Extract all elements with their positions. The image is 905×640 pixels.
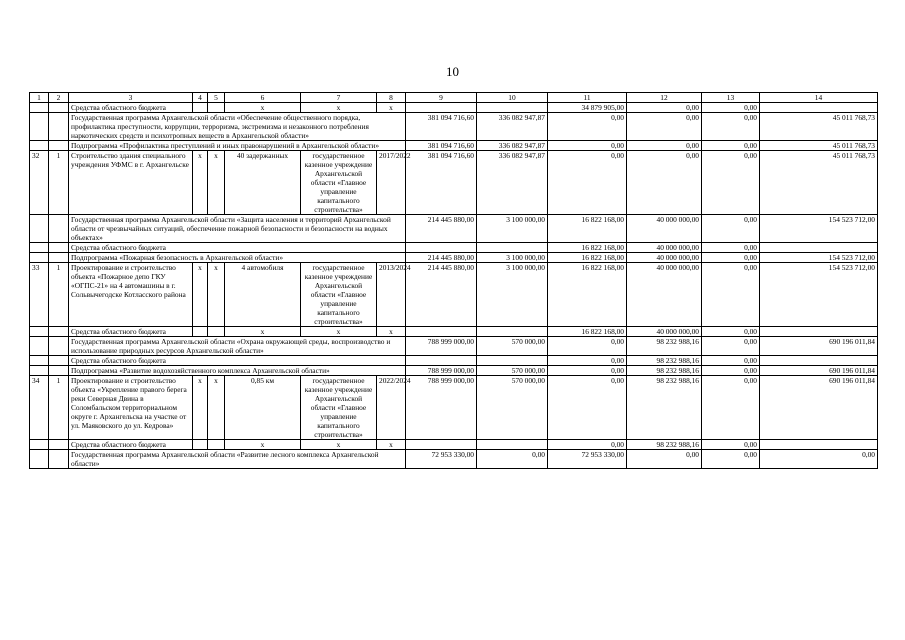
table-cell xyxy=(477,327,548,337)
table-cell: 154 523 712,00 xyxy=(760,253,878,263)
table-cell: 0,00 xyxy=(702,103,760,113)
header-cell: 2 xyxy=(49,93,69,103)
table-cell: 0,85 км xyxy=(225,376,301,440)
table-cell: 570 000,00 xyxy=(477,376,548,440)
program-row xyxy=(30,113,878,141)
program-row xyxy=(30,215,878,243)
table-cell: x xyxy=(193,151,208,215)
table-cell: 788 999 000,00 xyxy=(406,376,477,440)
header-cell: 11 xyxy=(548,93,627,103)
table-cell: 336 082 947,87 xyxy=(477,113,548,141)
table-cell: 0,00 xyxy=(760,450,878,469)
table-cell: Подпрограмма «Пожарная безопасность в Архангельской области» xyxy=(69,253,406,263)
table-cell xyxy=(193,440,208,450)
table-cell: 570 000,00 xyxy=(477,366,548,376)
header-cell: 7 xyxy=(301,93,377,103)
table-cell: 690 196 011,84 xyxy=(760,337,878,356)
table-cell: 2017/2022 xyxy=(377,151,406,215)
table-cell xyxy=(760,356,878,366)
table-cell: Средства областного бюджета xyxy=(69,327,193,337)
table-cell: 40 000 000,00 xyxy=(627,243,702,253)
table-cell: 0,00 xyxy=(702,253,760,263)
table-cell xyxy=(30,327,49,337)
table-cell: 0,00 xyxy=(702,327,760,337)
table-cell: Подпрограмма «Развитие водохозяйственного комплекса Архангельской области» xyxy=(69,366,406,376)
table-cell xyxy=(30,141,49,151)
table-cell: 0,00 xyxy=(627,450,702,469)
program-row xyxy=(30,243,878,253)
table-cell: 1 xyxy=(49,263,69,327)
table-cell: 4 автомобиля xyxy=(225,263,301,327)
table-cell xyxy=(406,103,477,113)
program-row xyxy=(30,337,878,356)
table-cell: 3 100 000,00 xyxy=(477,253,548,263)
table-cell xyxy=(760,327,878,337)
table-cell: 0,00 xyxy=(627,141,702,151)
table-cell: 33 xyxy=(30,263,49,327)
table-cell xyxy=(49,103,69,113)
table-cell: Проектирование и строительство объекта «Укрепление правого берега реки Северная Двина в Соломбальском территориальном округе г. Архангельска на участке от ул. Маяковского до ул. Кедрова» xyxy=(69,376,193,440)
header-cell: 12 xyxy=(627,93,702,103)
table-cell xyxy=(49,366,69,376)
table-cell xyxy=(193,327,208,337)
table-cell: 214 445 880,00 xyxy=(406,253,477,263)
table-cell: 1 xyxy=(49,151,69,215)
table-cell: 0,00 xyxy=(702,151,760,215)
table-cell: Подпрограмма «Профилактика преступлений и иных правонарушений в Архангельской области» xyxy=(69,141,406,151)
table-cell xyxy=(49,327,69,337)
table-cell: 40 задержанных xyxy=(225,151,301,215)
table-cell: Государственная программа Архангельской области «Охрана окружающей среды, воспроизводство и использование природных ресурсов Архангельской области» xyxy=(69,337,406,356)
program-row xyxy=(30,253,878,263)
budget-row xyxy=(30,440,878,450)
table-cell: 0,00 xyxy=(548,141,627,151)
object-row xyxy=(30,376,878,440)
table-cell: 214 445 880,00 xyxy=(406,215,477,243)
table-cell: 154 523 712,00 xyxy=(760,215,878,243)
table-cell: Средства областного бюджета xyxy=(69,103,193,113)
table-cell: Средства областного бюджета xyxy=(69,440,193,450)
table-cell: 0,00 xyxy=(702,215,760,243)
table-cell: 3 100 000,00 xyxy=(477,263,548,327)
object-row xyxy=(30,263,878,327)
table-cell xyxy=(30,113,49,141)
table-cell xyxy=(49,243,69,253)
table-cell xyxy=(49,253,69,263)
table-cell: 336 082 947,87 xyxy=(477,141,548,151)
header-cell: 5 xyxy=(208,93,225,103)
table-cell xyxy=(30,215,49,243)
table-cell: 0,00 xyxy=(548,151,627,215)
header-cell: 8 xyxy=(377,93,406,103)
header-row xyxy=(30,93,878,103)
table-cell: 381 094 716,60 xyxy=(406,113,477,141)
table-cell: 16 822 168,00 xyxy=(548,243,627,253)
table-cell: 45 011 768,73 xyxy=(760,151,878,215)
table-cell: 0,00 xyxy=(548,113,627,141)
table-cell xyxy=(208,103,225,113)
table-cell: 1 xyxy=(49,376,69,440)
table-cell: Строительство здания специального учреждения УФМС в г. Архангельске xyxy=(69,151,193,215)
header-cell: 6 xyxy=(225,93,301,103)
table-cell: 0,00 xyxy=(548,337,627,356)
table-cell xyxy=(49,113,69,141)
table-cell xyxy=(477,103,548,113)
table-cell: 40 000 000,00 xyxy=(627,215,702,243)
budget-row xyxy=(30,103,878,113)
table-cell: 98 232 988,16 xyxy=(627,440,702,450)
table-cell xyxy=(208,327,225,337)
table-cell: 34 879 905,00 xyxy=(548,103,627,113)
header-cell: 3 xyxy=(69,93,193,103)
table-cell: x xyxy=(301,440,377,450)
table-cell: 98 232 988,16 xyxy=(627,356,702,366)
header-cell: 10 xyxy=(477,93,548,103)
table-cell: 0,00 xyxy=(548,440,627,450)
investment-table xyxy=(29,92,878,469)
table-cell: 34 xyxy=(30,376,49,440)
table-cell: 98 232 988,16 xyxy=(627,366,702,376)
header-cell: 4 xyxy=(193,93,208,103)
table-cell: 0,00 xyxy=(702,113,760,141)
table-cell: 788 999 000,00 xyxy=(406,337,477,356)
table-cell xyxy=(30,103,49,113)
table-cell xyxy=(406,440,477,450)
table-cell: 40 000 000,00 xyxy=(627,327,702,337)
table-cell xyxy=(760,440,878,450)
table-cell xyxy=(193,103,208,113)
table-cell: 16 822 168,00 xyxy=(548,215,627,243)
table-cell: x xyxy=(193,376,208,440)
header-cell: 14 xyxy=(760,93,878,103)
table-cell: 72 953 330,00 xyxy=(406,450,477,469)
table-cell xyxy=(406,327,477,337)
table-cell: 381 094 716,60 xyxy=(406,141,477,151)
table-cell: x xyxy=(377,440,406,450)
table-cell: 40 000 000,00 xyxy=(627,253,702,263)
table-cell: 570 000,00 xyxy=(477,337,548,356)
table-cell: 0,00 xyxy=(702,356,760,366)
table-cell: 0,00 xyxy=(627,103,702,113)
table-cell: 3 100 000,00 xyxy=(477,215,548,243)
program-row xyxy=(30,141,878,151)
table-cell: 214 445 880,00 xyxy=(406,263,477,327)
table-cell xyxy=(30,440,49,450)
table-cell xyxy=(406,243,477,253)
table-cell xyxy=(30,450,49,469)
table-cell: государственное казенное учреждение Архангельской области «Главное управление капитального строительства» xyxy=(301,151,377,215)
table-cell xyxy=(49,450,69,469)
table-cell: Средства областного бюджета xyxy=(69,243,406,253)
table-cell: x xyxy=(301,327,377,337)
table-cell: x xyxy=(301,103,377,113)
table-cell: 98 232 988,16 xyxy=(627,337,702,356)
table-cell: 45 011 768,73 xyxy=(760,113,878,141)
table-cell: 32 xyxy=(30,151,49,215)
table-cell: 154 523 712,00 xyxy=(760,263,878,327)
table-cell xyxy=(30,356,49,366)
table-cell: 2013/2024 xyxy=(377,263,406,327)
table-cell: x xyxy=(208,263,225,327)
table-cell: x xyxy=(193,263,208,327)
table-cell: x xyxy=(225,103,301,113)
table-cell xyxy=(477,356,548,366)
table-cell xyxy=(49,215,69,243)
table-cell: x xyxy=(208,376,225,440)
table-cell: 0,00 xyxy=(702,141,760,151)
table-cell xyxy=(30,243,49,253)
header-cell: 9 xyxy=(406,93,477,103)
table-cell xyxy=(49,141,69,151)
table-cell: Проектирование и строительство объекта «Пожарное депо ГКУ «ОГПС-21» на 4 автомашины в г. Сольвычегодске Котласского района xyxy=(69,263,193,327)
object-row xyxy=(30,151,878,215)
table-cell: 0,00 xyxy=(548,356,627,366)
table-cell xyxy=(477,440,548,450)
table-body xyxy=(30,93,878,469)
table-cell: Государственная программа Архангельской области «Развитие лесного комплекса Архангельской области» xyxy=(69,450,406,469)
table-cell: Государственная программа Архангельской области «Обеспечение общественного порядка, профилактика преступности, коррупции, терроризма, экстремизма и незаконного потребления наркотических средств и психотропных веществ в Архангельской области» xyxy=(69,113,406,141)
table-cell: 788 999 000,00 xyxy=(406,366,477,376)
table-cell: 0,00 xyxy=(627,113,702,141)
table-cell: 690 196 011,84 xyxy=(760,366,878,376)
table-cell: x xyxy=(377,327,406,337)
table-cell: 2022/2024 xyxy=(377,376,406,440)
table-cell: 40 000 000,00 xyxy=(627,263,702,327)
table-cell: 72 953 330,00 xyxy=(548,450,627,469)
table-cell: 0,00 xyxy=(548,366,627,376)
table-cell: 16 822 168,00 xyxy=(548,253,627,263)
table-cell xyxy=(208,440,225,450)
table-cell xyxy=(760,243,878,253)
table-cell: 0,00 xyxy=(627,151,702,215)
table-cell: x xyxy=(377,103,406,113)
table-cell: 0,00 xyxy=(702,263,760,327)
table-cell: x xyxy=(225,440,301,450)
table-cell: x xyxy=(225,327,301,337)
budget-row xyxy=(30,327,878,337)
program-row xyxy=(30,450,878,469)
table-cell xyxy=(477,243,548,253)
program-row xyxy=(30,356,878,366)
table-cell: 98 232 988,16 xyxy=(627,376,702,440)
table-cell: 16 822 168,00 xyxy=(548,263,627,327)
table-cell xyxy=(49,440,69,450)
table-cell: 0,00 xyxy=(548,376,627,440)
program-row xyxy=(30,366,878,376)
header-cell: 1 xyxy=(30,93,49,103)
table-cell: 0,00 xyxy=(702,376,760,440)
table-cell: 690 196 011,84 xyxy=(760,376,878,440)
table-cell: Государственная программа Архангельской области «Защита населения и территорий Архангельской области от чрезвычайных ситуаций, обеспечение пожарной безопасности и безопасности на водных объектах» xyxy=(69,215,406,243)
table-cell: 0,00 xyxy=(702,337,760,356)
table-cell xyxy=(49,356,69,366)
table-cell: государственное казенное учреждение Архангельской области «Главное управление капитального строительства» xyxy=(301,376,377,440)
table-cell xyxy=(49,337,69,356)
table-cell: Средства областного бюджета xyxy=(69,356,406,366)
table-cell xyxy=(406,356,477,366)
table-cell xyxy=(30,337,49,356)
table-cell: 336 082 947,87 xyxy=(477,151,548,215)
table-cell: 0,00 xyxy=(477,450,548,469)
table-cell xyxy=(30,366,49,376)
table-cell: 0,00 xyxy=(702,440,760,450)
table-cell xyxy=(30,253,49,263)
table-cell: государственное казенное учреждение Архангельской области «Главное управление капитального строительства» xyxy=(301,263,377,327)
table-cell: 45 011 768,73 xyxy=(760,141,878,151)
table-cell: 0,00 xyxy=(702,450,760,469)
header-cell: 13 xyxy=(702,93,760,103)
table-cell: 0,00 xyxy=(702,243,760,253)
table-cell: 0,00 xyxy=(702,366,760,376)
page-number: 10 xyxy=(446,64,459,79)
table-cell: 16 822 168,00 xyxy=(548,327,627,337)
table-cell: 381 094 716,60 xyxy=(406,151,477,215)
table-cell: x xyxy=(208,151,225,215)
table-cell xyxy=(760,103,878,113)
